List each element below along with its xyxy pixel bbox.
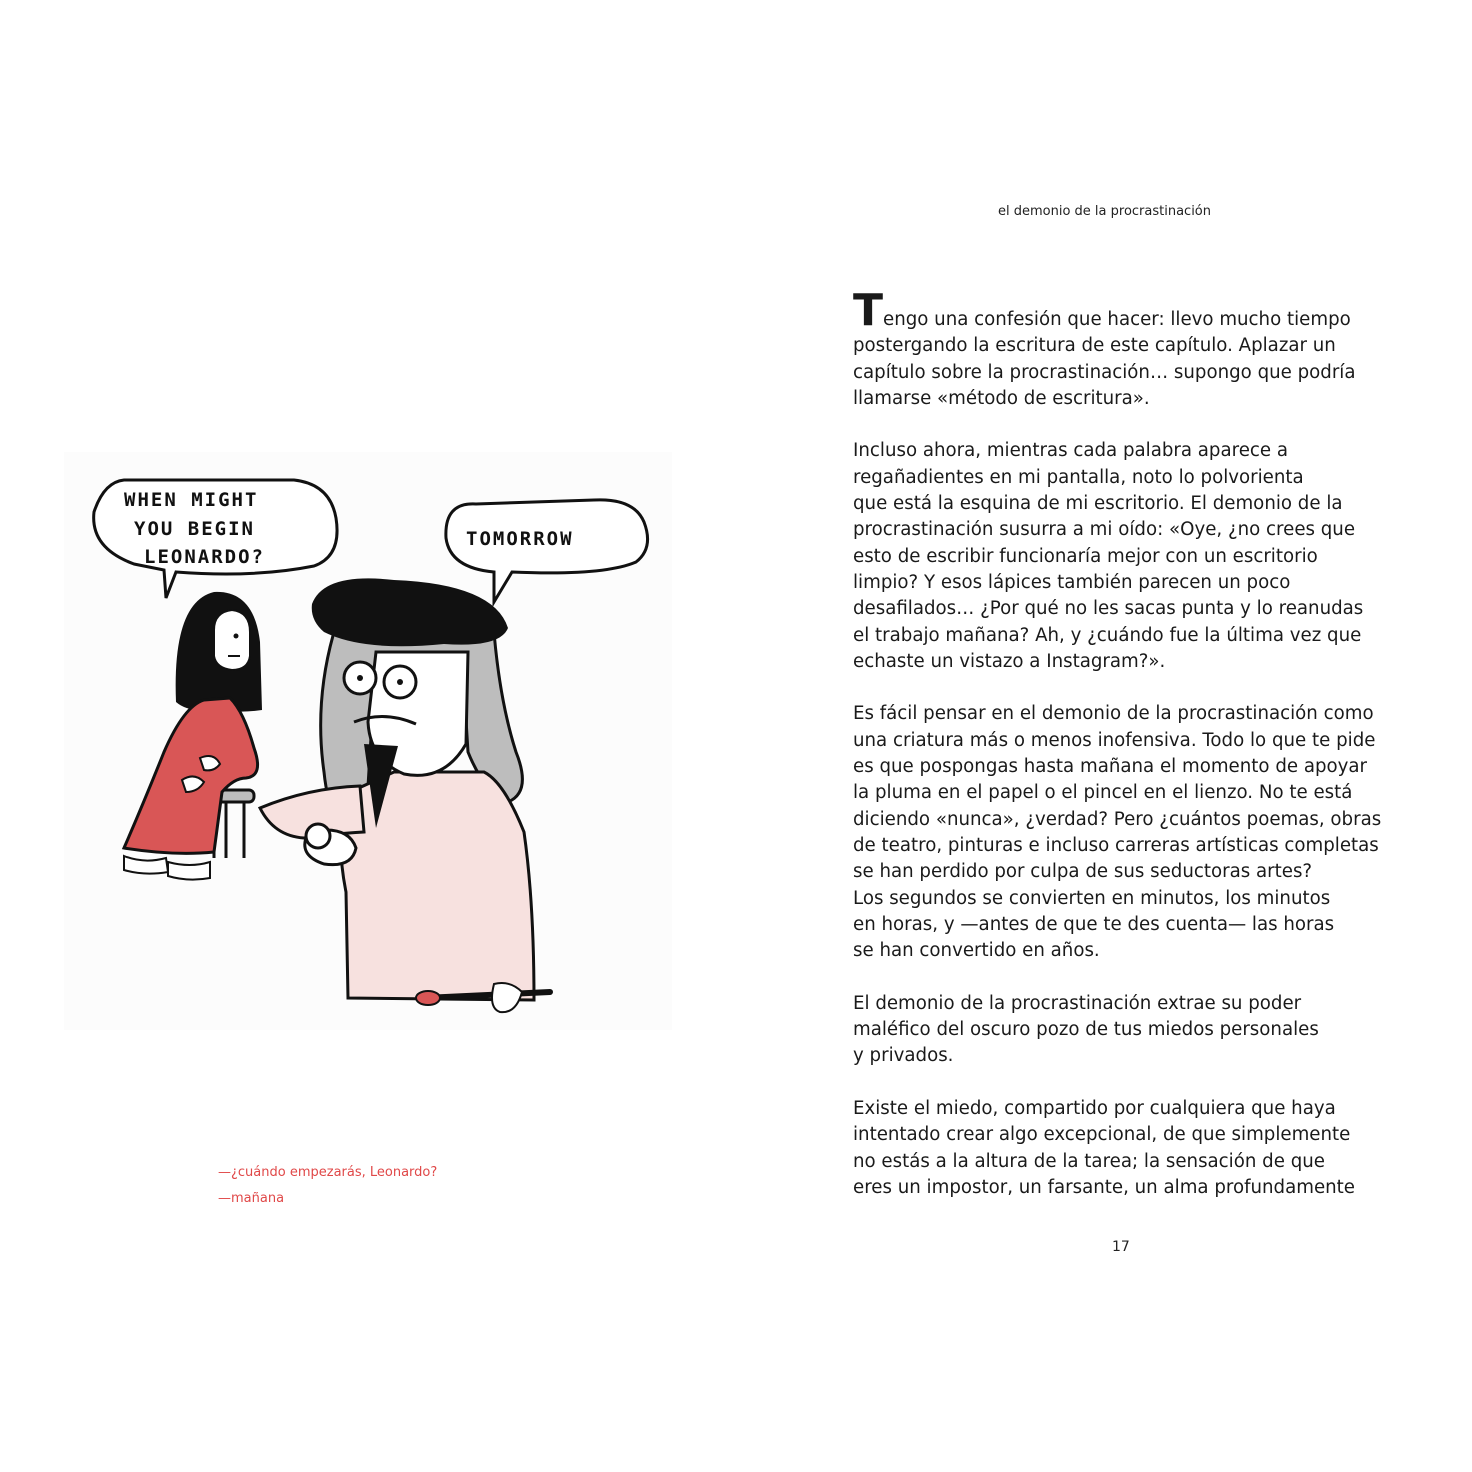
caption-line-2: —mañana — [218, 1191, 285, 1206]
text-line: eres un impostor, un farsante, un alma profundamente — [853, 1176, 1355, 1198]
leonardo-beret — [312, 578, 508, 646]
text-line: Incluso ahora, mientras cada palabra aparece a — [853, 440, 1289, 462]
text-line: se han perdido por culpa de sus seductoras artes? — [853, 861, 1313, 883]
text-line: se han convertido en años. — [853, 940, 1100, 962]
text-line: limpio? Y esos lápices también parecen un poco — [853, 571, 1291, 593]
text-line: El demonio de la procrastinación extrae su poder — [853, 992, 1302, 1014]
text-line: Tengo una confesión que hacer: llevo mucho tiempo — [853, 285, 1351, 336]
illustration-caption — [218, 1160, 437, 1212]
text-line: y privados. — [853, 1045, 954, 1067]
text-line: de teatro, pinturas e incluso carreras artísticas completas — [853, 834, 1379, 856]
cartoon-illustration — [64, 452, 672, 1030]
text-line: capítulo sobre la procrastinación… supongo que podría — [853, 361, 1356, 383]
text-line: procrastinación susurra a mi oído: «Oye, ¿no crees que — [853, 519, 1356, 541]
text-line: postergando la escritura de este capítulo. Aplazar un — [853, 335, 1336, 357]
text-line: la pluma en el papel o el pincel en el lienzo. No te está — [853, 782, 1353, 804]
paragraph-3 — [853, 701, 1433, 964]
text-line: esto de escribir funcionaría mejor con un escritorio — [853, 545, 1318, 567]
text-line: una criatura más o menos inofensiva. Todo lo que te pide — [853, 729, 1376, 751]
page-number: 17 — [1112, 1239, 1130, 1255]
text-line: que está la esquina de mi escritorio. El demonio de la — [853, 493, 1343, 515]
text-line: desafilados… ¿Por qué no les sacas punta y lo reanudas — [853, 598, 1364, 620]
paragraph-5 — [853, 1096, 1433, 1201]
watch-icon — [306, 824, 330, 848]
bubble-left-line2: YOU BEGIN — [134, 518, 255, 540]
text-line: regañadientes en mi pantalla, noto lo polvorienta — [853, 466, 1304, 488]
text-line: Los segundos se convierten en minutos, los minutos — [853, 887, 1331, 909]
woman-feet — [124, 856, 210, 880]
text-line: Existe el miedo, compartido por cualquiera que haya — [853, 1097, 1336, 1119]
text-line: no estás a la altura de la tarea; la sensación de que — [853, 1150, 1325, 1172]
text-line: maléfico del oscuro pozo de tus miedos personales — [853, 1019, 1319, 1041]
body-text — [853, 285, 1433, 1227]
text-line: en horas, y —antes de que te des cuenta— las horas — [853, 913, 1335, 935]
text-line: intentado crear algo excepcional, de que simplemente — [853, 1124, 1351, 1146]
speech-bubble-right — [446, 500, 648, 602]
bubble-left-line1: WHEN MIGHT — [124, 489, 259, 511]
woman-face — [214, 610, 250, 670]
paragraph-1 — [853, 285, 1433, 412]
text-line: es que pospongas hasta mañana el momento de apoyar — [853, 756, 1368, 778]
cartoon-svg — [64, 452, 672, 1030]
bubble-right-text: TOMORROW — [466, 528, 574, 550]
paragraph-2 — [853, 438, 1433, 675]
running-head: el demonio de la procrastinación — [998, 204, 1212, 219]
drop-cap: T — [853, 285, 884, 336]
text-line: echaste un vistazo a Instagram?». — [853, 650, 1166, 672]
caption-line-1: —¿cuándo empezarás, Leonardo? — [218, 1165, 438, 1180]
text-line: el trabajo mañana? Ah, y ¿cuándo fue la última vez que — [853, 624, 1362, 646]
bubble-left-line3: LEONARDO? — [144, 546, 265, 568]
text-line: llamarse «método de escritura». — [853, 387, 1150, 409]
text-line: diciendo «nunca», ¿verdad? Pero ¿cuántos poemas, obras — [853, 808, 1382, 830]
leonardo-shirt — [341, 772, 534, 1000]
paragraph-4 — [853, 991, 1433, 1070]
text-line: Es fácil pensar en el demonio de la procrastinación como — [853, 703, 1374, 725]
